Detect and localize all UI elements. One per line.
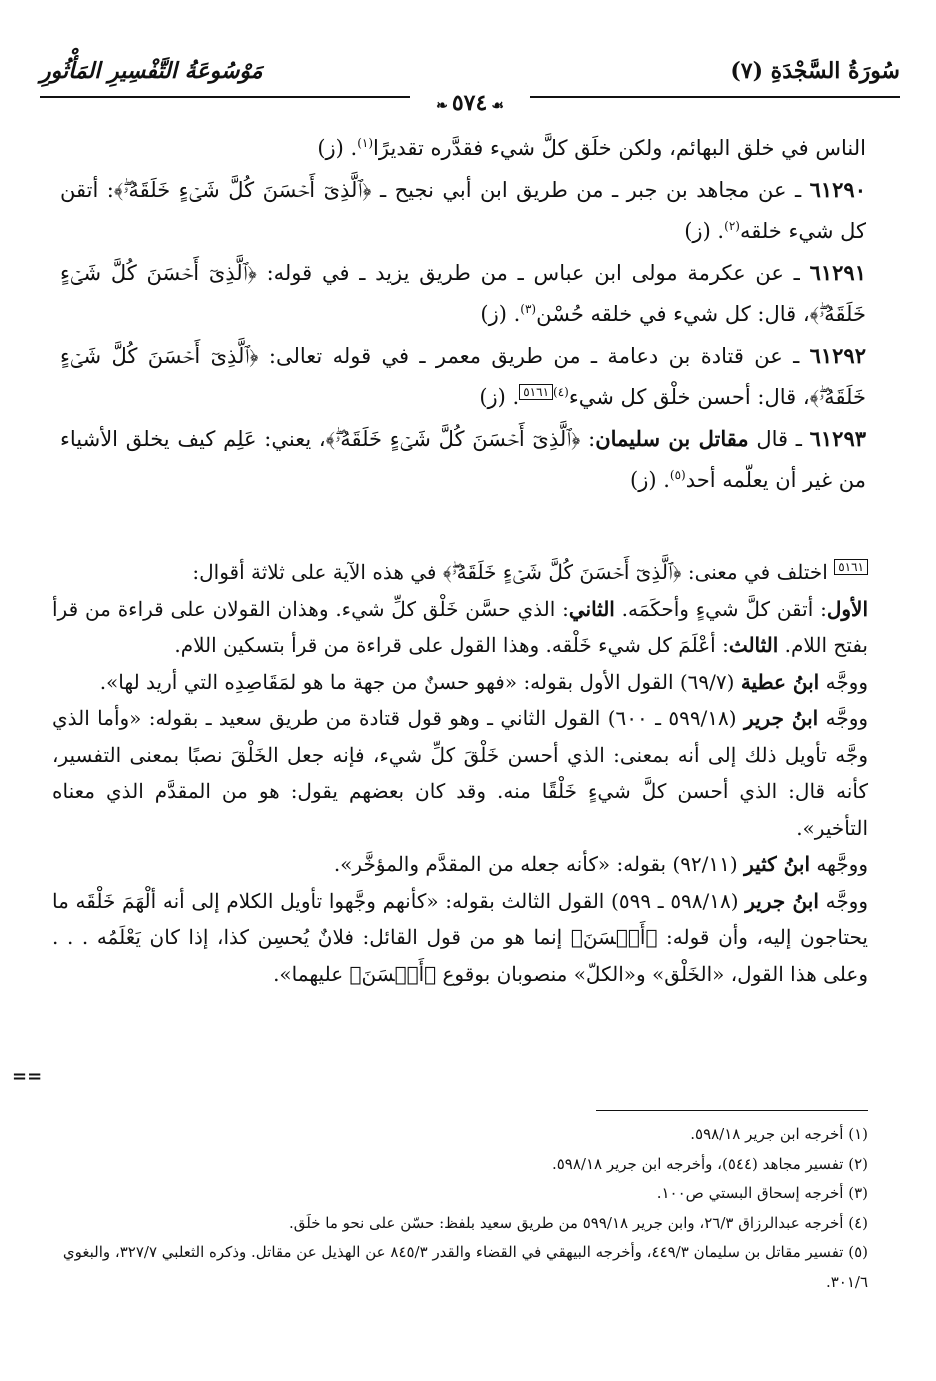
- page-number: ٥٧٤: [451, 90, 488, 116]
- footnote-ref[interactable]: (١): [357, 136, 374, 150]
- narration-paragraph: [60, 335, 866, 418]
- narration-end: . (ز): [479, 385, 520, 409]
- commentary-paragraph: [52, 700, 868, 846]
- commentary-text: : الذي حسَّن خَلْق كلِّ شيء. وهذان القولان على قراءة من قرأ بفتح اللام.: [52, 596, 868, 657]
- commentary-paragraph: [52, 664, 868, 701]
- narrator-name: مقاتل بن سليمان: [595, 426, 749, 451]
- commentary-opinions: [52, 591, 868, 664]
- narration-number: ٦١٢٩١: [809, 260, 866, 285]
- narration-end: . (ز): [630, 468, 670, 492]
- commentary-number-box: ٥١٦١: [834, 559, 868, 575]
- narration-number: ٦١٢٩٢: [809, 343, 866, 368]
- commentary-intro: [52, 554, 868, 591]
- opinion-label: الأول: [826, 596, 868, 621]
- ornament-icon: ❧: [436, 98, 448, 114]
- commentary-ref-box[interactable]: ٥١٦١: [519, 384, 553, 400]
- footnote-ref[interactable]: (٣): [520, 302, 537, 316]
- surah-title: سُورَةُ السَّجْدَةِ (٧): [730, 58, 900, 84]
- commentary-text: : أعْلَمَ كل شيء خَلْقه. وهذا القول على قراءة من قرأ بتسكين اللام.: [174, 633, 729, 657]
- narration-paragraph: [60, 418, 866, 501]
- continuation-mark: ==: [12, 1066, 43, 1087]
- commentary-text: (٦٩/٧) القول الأول بقوله: «فهو حسنٌ من جهة ما هو لمَقَاصِدِه التي أريد لها».: [99, 669, 741, 694]
- narration-text: الناس في خلق البهائم، ولكن خلَق كلَّ شيء فقدَّره تقديرًا: [373, 136, 866, 160]
- page-header: [40, 58, 900, 128]
- narration-paragraph: [60, 252, 866, 335]
- narration-text: ـ عن مجاهد بن جبر ـ من طريق ابن أبي نجيح ـ ﴿ٱلَّذِىٓ أَحۡسَنَ كُلَّ شَىۡءٍ خَلَقَهُۥۖ﴾: أتقن كل شيء خلقه: [60, 178, 866, 243]
- footnote-ref[interactable]: (٤): [553, 385, 569, 399]
- footnotes-section: [60, 1120, 868, 1297]
- footnote-item: (١) أخرجه ابن جرير ٥٩٨/١٨.: [690, 1125, 868, 1143]
- commentary-text: (٥٩٩/١٨ ـ ٦٠٠) القول الثاني ـ وهو قول قتادة من طريق سعيد ـ بقوله: «وأما الذي وجَّه تأويل ذلك إلى أنه بمعنى: الذي أحسن خَلْقَ كلِّ شيء، فإنه جعل الخَلْقَ نصبًا بمعنى التفسير، كأنه قال: الذي أحسن كلَّ شيءٍ خَلْقًا منه. وقد كان بعضهم يقول: هو من المقدَّم الذي معناه التأخير».: [52, 706, 868, 840]
- commentary-text: (٩٢/١١) بقوله: «كأنه جعله من المقدَّم والمؤخَّر».: [333, 852, 745, 876]
- narration-end: . (ز): [684, 219, 725, 243]
- footnote-ref[interactable]: (٢): [724, 219, 740, 233]
- narration-text: ـ عن قتادة بن دعامة ـ من طريق معمر ـ في قوله تعالى: ﴿ٱلَّذِىٓ أَحۡسَنَ كُلَّ شَىۡءٍ خَلَقَهُۥۖ﴾، قال: أحسن خلْق كل شيء: [60, 344, 866, 409]
- footnote-divider: [596, 1110, 868, 1111]
- commentary-text: اختلف في معنى: ﴿ٱلَّذِىٓ أَحۡسَنَ كُلَّ شَىۡءٍ خَلَقَهُۥۖ﴾ في هذه الآية على ثلاثة أقوال:: [192, 560, 828, 584]
- narration-text: : ﴿ٱلَّذِىٓ أَحۡسَنَ كُلَّ شَىۡءٍ خَلَقَهُۥۖ﴾، يعني: عَلِم كيف يخلق الأشياء من غير أن يعلّمه أحد: [60, 427, 866, 492]
- commentary-paragraph: [52, 846, 868, 883]
- narration-text: ـ قال: [748, 427, 810, 451]
- commentary-section: [52, 554, 868, 992]
- footnote-item: (٤) أخرجه عبدالرزاق ٢٦/٣، وابن جرير ٥٩٩/١٨ من طريق سعيد بلفظ: حسّن على نحو ما خلَق.: [289, 1213, 868, 1232]
- opinion-label: الثالث: [728, 633, 779, 657]
- footnote-item: (٣) أخرجه إسحاق البستي ص١٠٠.: [656, 1184, 868, 1202]
- page-number-block: [410, 90, 530, 116]
- ornament-icon: ☙: [491, 98, 504, 114]
- commentary-text: ووجَّهه: [810, 852, 868, 876]
- footnote-item: (٥) تفسير مقاتل بن سليمان ٤٤٩/٣، وأخرجه البيهقي في القضاء والقدر ٨٤٥/٣ عن الهذيل عن مقاتل. وذكره الثعلبي ٣٢٧/٧، والبغوي ٣٠١/٦.: [62, 1243, 868, 1291]
- footnote-item: (٢) تفسير مجاهد (٥٤٤)، وأخرجه ابن جرير ٥٩٨/١٨.: [551, 1154, 868, 1173]
- narrations-section: [60, 128, 866, 501]
- commentary-text: (٥٩٨/١٨ ـ ٥٩٩) القول الثالث بقوله: «كأنهم وجَّهوا تأويل الكلام إلى أنه ألْهَمَ خَلْقَه ما يحتاجون إليه، وأن قوله: ﴿أَحۡسَنَ﴾ إنما هو من قول القائل: فلانٌ يُحسِن كذا، إذا كان يَعْلَمُه . . . وعلى هذا القول، «الخَلْق» و«الكلّ» منصوبان بوقوع ﴿أَحۡسَنَ﴾ عليهما».: [52, 888, 868, 986]
- narration-end: . (ز): [317, 136, 358, 160]
- opinion-label: الثاني: [568, 596, 615, 621]
- book-title: مَوْسُوعَةُ التَّفْسِيرِ المَأْثُورِ: [40, 58, 263, 84]
- commentary-text: ووجَّه: [818, 888, 868, 913]
- scholar-name: ابنُ كثير: [744, 852, 811, 876]
- narration-text: ـ عن عكرمة مولى ابن عباس ـ من طريق يزيد ـ في قوله: ﴿ٱلَّذِىٓ أَحۡسَنَ كُلَّ شَىۡءٍ خَلَقَهُۥۖ﴾، قال: كل شيء في خلقه حُسْن: [60, 261, 866, 326]
- scholar-name: ابنُ عطية: [740, 669, 820, 694]
- scholar-name: ابنُ جرير: [745, 888, 819, 913]
- narration-paragraph: [60, 169, 866, 252]
- narration-end: . (ز): [480, 302, 521, 326]
- commentary-text: ووجَّه: [819, 669, 868, 694]
- scholar-name: ابنُ جرير: [743, 706, 819, 730]
- commentary-paragraph: [52, 883, 868, 993]
- commentary-text: ووجَّه: [818, 706, 869, 730]
- footnote-ref[interactable]: (٥): [669, 468, 686, 482]
- narration-number: ٦١٢٩٣: [809, 426, 867, 451]
- commentary-text: : أتقن كلَّ شيءٍ وأحكَمَه.: [614, 596, 827, 621]
- narration-paragraph: [60, 128, 866, 169]
- narration-number: ٦١٢٩٠: [809, 177, 866, 202]
